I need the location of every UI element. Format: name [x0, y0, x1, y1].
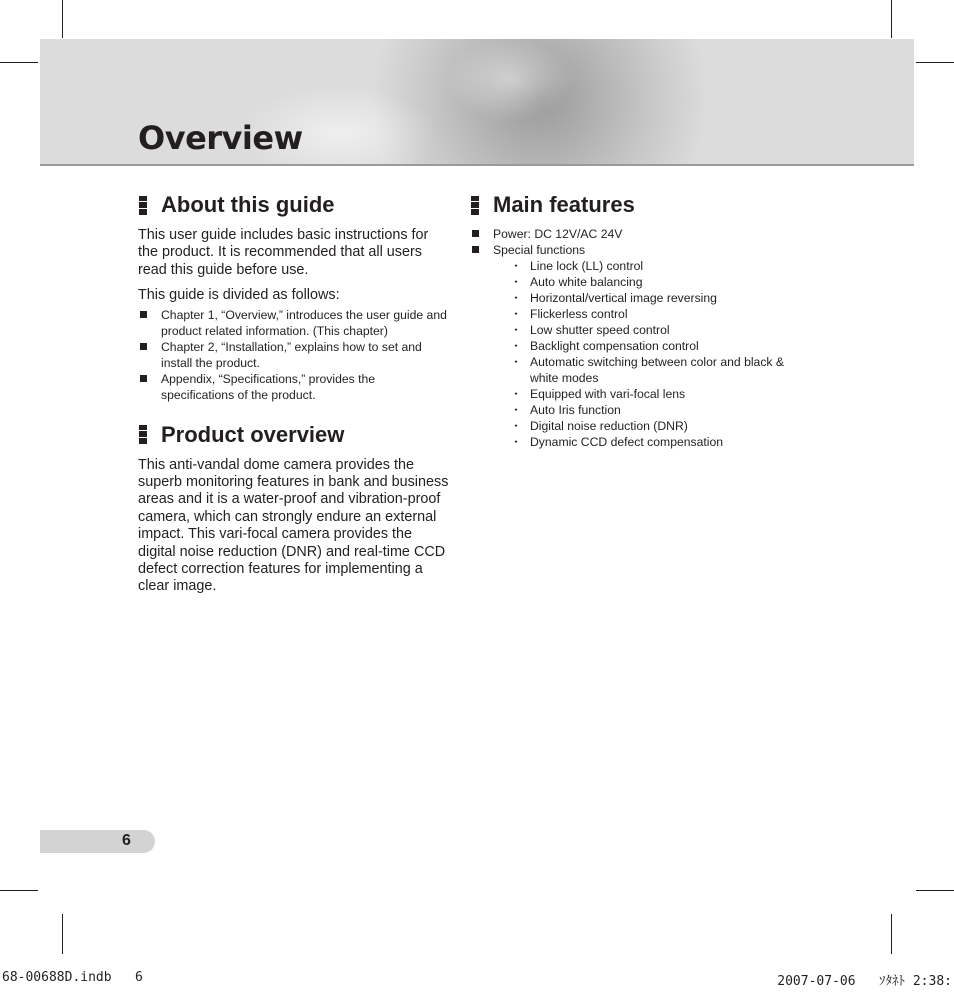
function-text: Auto Iris function — [530, 403, 621, 417]
function-text: Dynamic CCD defect compensation — [530, 435, 724, 449]
about-intro: This user guide includes basic instructions for the product. It is recommended that all users read this guide before use. — [138, 227, 429, 278]
features-heading — [470, 190, 790, 220]
list-item — [508, 322, 790, 338]
function-text: Digital noise reduction (DNR) — [530, 419, 688, 433]
crop-mark — [891, 914, 892, 954]
page-number: 6 — [122, 832, 131, 849]
list-item-text: Chapter 2, “Installation,” explains how to set and install the product. — [161, 339, 422, 370]
list-item-text: Appendix, “Specifications,” provides the specifications of the product. — [161, 371, 376, 402]
dot-bullet-icon: ・ — [510, 435, 523, 449]
dot-bullet-icon: ・ — [510, 339, 523, 353]
list-item — [508, 418, 790, 434]
list-item — [470, 226, 790, 242]
product-body: This anti-vandal dome camera provides the superb monitoring features in bank and business areas and it is a water-proof and vibration-proof camera, which can strongly endure an external impact. This vari-focal camera provides the digital noise reduction (DNR) and real-time CCD defect correction features for implementing a clear image. — [138, 456, 449, 595]
crop-mark — [916, 890, 954, 891]
dot-bullet-icon: ・ — [510, 403, 523, 417]
heading-marker-icon — [139, 425, 147, 444]
list-item — [508, 402, 790, 418]
product-heading — [138, 420, 450, 450]
list-item — [508, 338, 790, 354]
function-text: Equipped with vari-focal lens — [530, 387, 686, 401]
dot-bullet-icon: ・ — [510, 259, 523, 273]
list-item — [508, 274, 790, 290]
crop-mark — [0, 62, 38, 63]
list-item — [508, 290, 790, 306]
dot-bullet-icon: ・ — [510, 307, 523, 321]
function-text: Low shutter speed control — [530, 323, 670, 337]
crop-mark — [891, 0, 892, 38]
function-text: Flickerless control — [530, 307, 628, 321]
square-bullet-icon — [140, 343, 147, 350]
special-text: Special functions — [493, 243, 586, 257]
square-bullet-icon — [472, 230, 479, 237]
chapter-list — [138, 307, 450, 403]
square-bullet-icon — [140, 375, 147, 382]
square-bullet-icon — [472, 246, 479, 253]
heading-marker-icon — [139, 196, 147, 215]
function-text: Horizontal/vertical image reversing — [530, 291, 717, 305]
list-item — [138, 371, 450, 403]
function-text: Auto white balancing — [530, 275, 643, 289]
function-text: Backlight compensation control — [530, 339, 699, 353]
list-item — [508, 258, 790, 274]
right-column — [470, 190, 790, 450]
crop-mark — [62, 0, 63, 38]
heading-marker-icon — [471, 196, 479, 215]
page-number-tab — [40, 830, 155, 853]
power-text: Power: DC 12V/AC 24V — [493, 227, 623, 241]
list-item — [508, 354, 800, 386]
dot-bullet-icon: ・ — [510, 275, 523, 289]
dot-bullet-icon: ・ — [510, 323, 523, 337]
slug-right: 2007-07-06 ｿﾀﾈﾄ 2:38: — [777, 974, 952, 989]
list-item-text: Chapter 1, “Overview,” introduces the user guide and product related information. (This chapter) — [161, 307, 447, 338]
header-banner — [40, 39, 914, 166]
page-title: Overview — [138, 119, 303, 157]
list-item — [508, 386, 790, 402]
crop-mark — [62, 914, 63, 954]
list-item — [138, 339, 450, 371]
function-text: Automatic switching between color and black & white modes — [530, 355, 785, 385]
list-item — [508, 306, 790, 322]
dot-bullet-icon: ・ — [510, 419, 523, 433]
list-item — [138, 307, 450, 339]
function-text: Line lock (LL) control — [530, 259, 644, 273]
about-heading — [138, 190, 450, 220]
crop-mark — [916, 62, 954, 63]
list-item — [508, 434, 790, 450]
features-list — [470, 226, 790, 450]
list-item — [470, 242, 790, 450]
crop-mark — [0, 890, 38, 891]
about-divided: This guide is divided as follows: — [138, 287, 340, 304]
functions-list — [493, 258, 790, 450]
dot-bullet-icon: ・ — [510, 387, 523, 401]
dot-bullet-icon: ・ — [510, 355, 523, 369]
about-heading-text: About this guide — [161, 192, 335, 217]
slug-left: 68-00688D.indb 6 — [2, 970, 143, 985]
left-column — [138, 190, 450, 596]
product-heading-text: Product overview — [161, 421, 345, 447]
square-bullet-icon — [140, 311, 147, 318]
features-heading-text: Main features — [493, 192, 635, 217]
dot-bullet-icon: ・ — [510, 291, 523, 305]
